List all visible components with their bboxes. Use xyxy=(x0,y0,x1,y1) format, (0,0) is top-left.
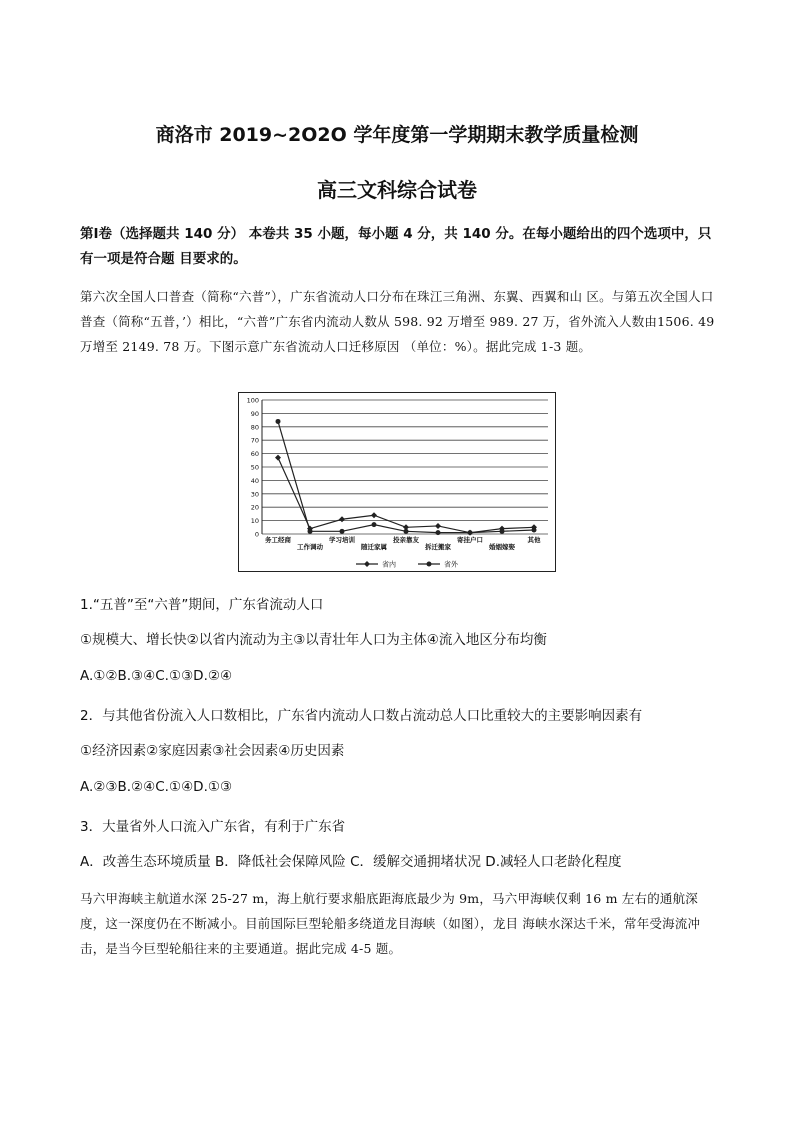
data-point xyxy=(404,529,409,534)
y-tick-label: 100 xyxy=(246,396,259,405)
data-point xyxy=(372,522,377,527)
question-2-statements: ①经济因素②家庭因素③社会因素④历史因素 xyxy=(80,743,345,759)
reading-passage-2: 马六甲海峡主航道水深 25-27 m，海上航行要求船底距海底最少为 9m，马六甲海峡仅剩 16 m 左右的通航深度，这一深度仍在不断减小。目前国际巨型轮船多绕道龙目海峡（如图），龙目 海峡水深达千米，常年受海流冲击，是当今巨型轮船往来的主要通道。据此完成 4-5 题。 xyxy=(80,891,701,956)
data-point xyxy=(308,529,313,534)
x-tick-label: 寄挂户口 xyxy=(457,536,483,544)
x-tick-label: 拆迁搬家 xyxy=(425,543,451,551)
x-tick-label: 工作调动 xyxy=(297,543,323,551)
y-tick-label: 80 xyxy=(250,423,259,432)
exam-subtitle: 高三文科综合试卷 xyxy=(317,178,477,202)
x-tick-label: 学习培训 xyxy=(329,536,355,544)
question-1-statements: ①规模大、增长快②以省内流动为主③以青壮年人口为主体④流入地区分布均衡 xyxy=(80,632,547,648)
x-tick-label: 务工经商 xyxy=(265,536,291,544)
question-3-choices: A．改善生态环境质量 B．降低社会保障风险 C．缓解交通拥堵状况 D.减轻人口老龄化程度 xyxy=(80,854,622,870)
x-tick-label: 婚姻嫁娶 xyxy=(489,543,515,551)
legend-label: 省外 xyxy=(444,560,458,569)
question-3-stem: 3．大量省外人口流入广东省，有利于广东省 xyxy=(80,819,346,835)
data-point xyxy=(468,530,473,535)
section-instructions: 第Ⅰ卷（选择题共 140 分） 本卷共 35 小题，每小题 4 分，共 140 分。在每小题给出的四个选项中，只有一项是符合题 目要求的。 xyxy=(80,226,712,267)
legend-label: 省内 xyxy=(382,560,396,569)
line-chart-svg xyxy=(238,392,556,572)
y-tick-label: 10 xyxy=(250,517,259,526)
y-tick-label: 30 xyxy=(250,490,259,499)
question-1-choices: A.①②B.③④C.①③D.②④ xyxy=(80,668,233,684)
x-tick-label: 随迁家属 xyxy=(361,543,387,551)
data-point xyxy=(276,419,281,424)
migration-reasons-chart xyxy=(238,392,556,572)
y-tick-label: 50 xyxy=(250,463,259,472)
x-tick-label: 其他 xyxy=(527,536,541,544)
question-2-choices: A.②③B.②④C.①④D.①③ xyxy=(80,779,233,795)
y-tick-label: 0 xyxy=(254,530,259,539)
question-2-stem: 2．与其他省份流入人口数相比，广东省内流动人口数占流动总人口比重较大的主要影响因素有 xyxy=(80,708,643,724)
y-tick-label: 60 xyxy=(250,450,259,459)
y-tick-label: 70 xyxy=(250,436,259,445)
data-point xyxy=(500,529,505,534)
y-tick-label: 20 xyxy=(250,503,259,512)
exam-title: 商洛市 2019~2O2O 学年度第一学期期末教学质量检测 xyxy=(155,124,639,146)
reading-passage-1: 第六次全国人口普查（简称“六普”），广东省流动人口分布在珠江三角洲、东翼、西翼和山 区。与第五次全国人口普查（简称“五普，’）相比，“六普”广东省内流动人数从 598. 92 万增至 989. 27 万，省外流入人数由1506. 49 万增至 2149. 78 万。下图示意广东省流动人口迁移原因 （单位：%）。据此完成 1-3 题。 xyxy=(80,289,715,354)
data-point xyxy=(532,527,537,532)
y-tick-label: 90 xyxy=(250,409,259,418)
data-point xyxy=(340,529,345,534)
x-tick-label: 投亲靠友 xyxy=(393,536,419,544)
legend-marker xyxy=(427,562,432,567)
data-point xyxy=(436,530,441,535)
question-1-stem: 1.“五普”至“六普”期间，广东省流动人口 xyxy=(80,597,324,613)
y-tick-label: 40 xyxy=(250,476,259,485)
